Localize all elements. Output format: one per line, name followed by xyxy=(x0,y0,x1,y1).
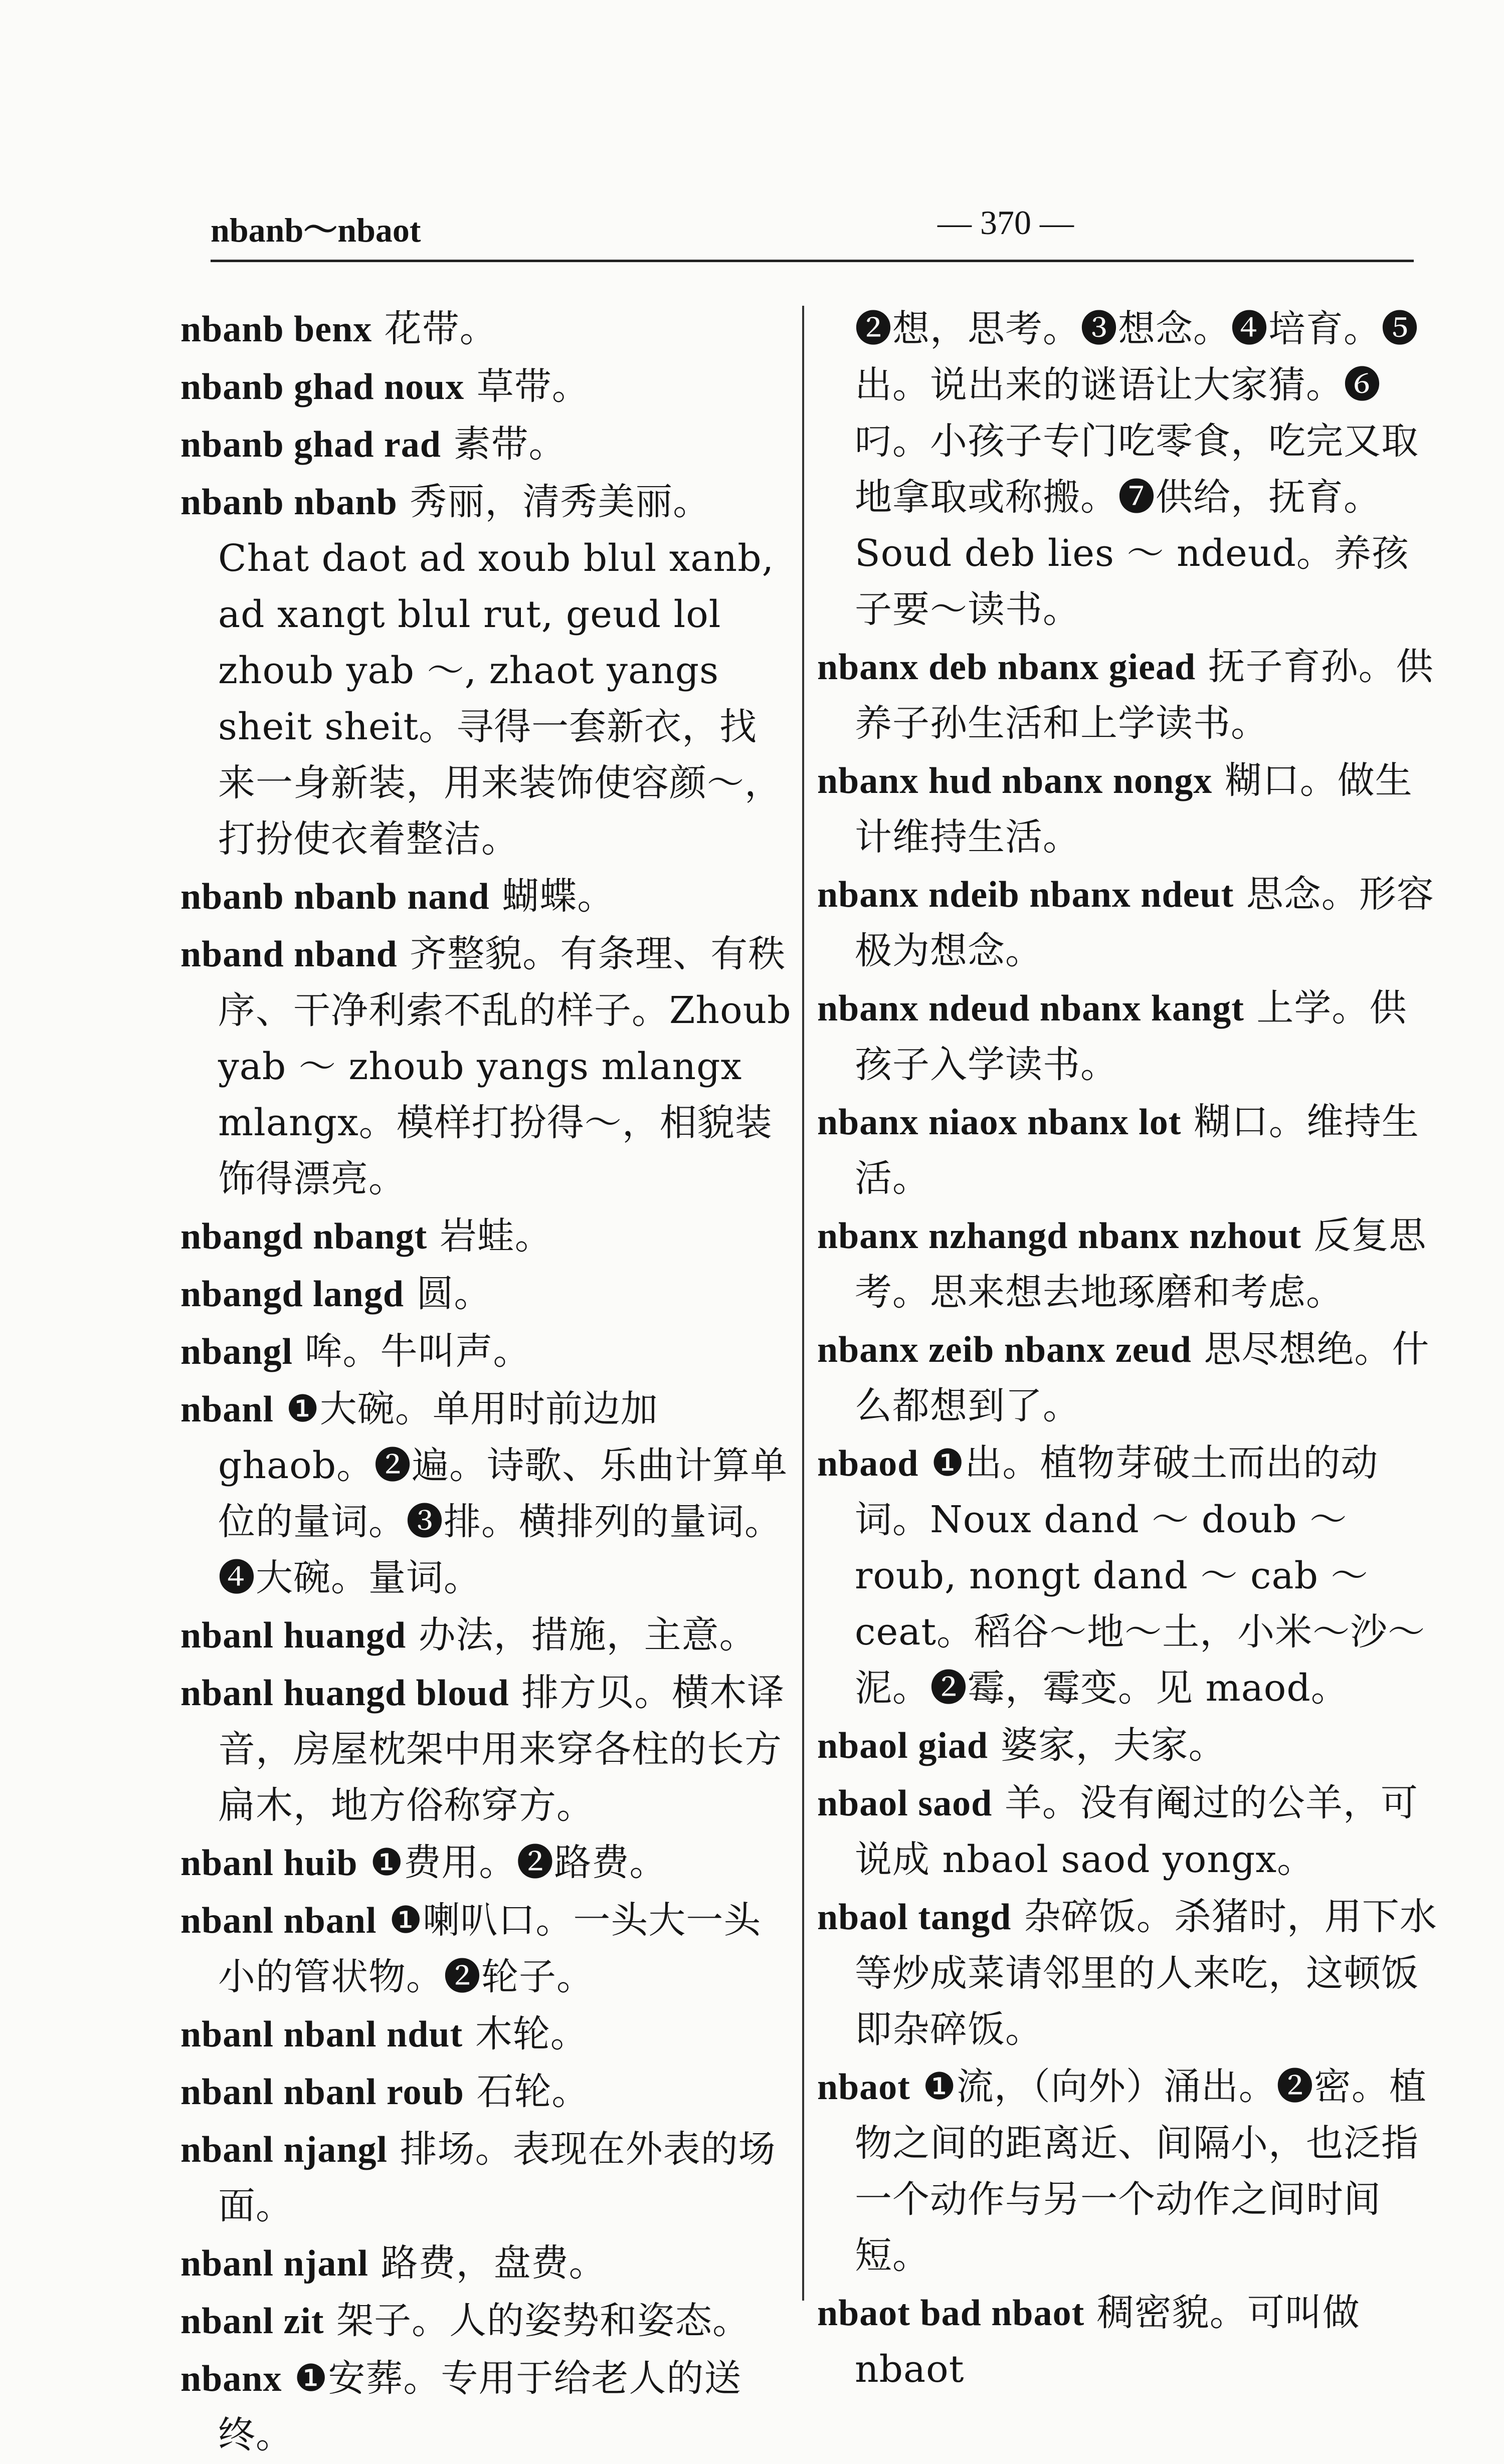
headword: nbangd langd xyxy=(180,1274,404,1315)
header-range: nbanb～nbaot xyxy=(211,211,421,249)
dictionary-entry xyxy=(817,1717,1444,1774)
dictionary-entry xyxy=(817,1094,1444,1206)
definition: 路费，盘费。 xyxy=(368,2241,607,2285)
headword: nbaot xyxy=(817,2067,910,2108)
definition: 思念。形容极为想念。 xyxy=(855,873,1434,972)
headword: nbanl xyxy=(180,1389,274,1430)
definition: ❶费用。❷路费。 xyxy=(357,1841,667,1884)
definition: 婆家，夫家。 xyxy=(988,1724,1226,1767)
dictionary-entry xyxy=(180,1892,792,2005)
definition: ❶安葬。专用于给老人的送终。 xyxy=(218,2357,742,2456)
headword: nbanl nbanl ndut xyxy=(180,2014,463,2055)
dictionary-entry xyxy=(180,1323,792,1380)
dictionary-entry xyxy=(180,1834,792,1891)
definition: ❶出。植物芽破土而出的动词。Noux dand ～ doub ～ roub, nongt dand ～ cab ～ ceat。稻谷～地～土，小米～沙～泥。❷霉，霉变。见 maod。 xyxy=(855,1442,1426,1710)
dictionary-entry xyxy=(817,866,1444,979)
dictionary-entry xyxy=(180,2006,792,2063)
headword: nbanx ndeib nbanx ndeut xyxy=(817,874,1234,915)
dictionary-entry xyxy=(180,358,792,415)
headword: nbanx hud nbanx nongx xyxy=(817,760,1213,801)
definition: 抚子育孙。供养子孙生活和上学读书。 xyxy=(855,645,1434,745)
header-rule xyxy=(211,260,1414,262)
definition: 排场。表现在外表的场面。 xyxy=(218,2128,776,2227)
dictionary-entry xyxy=(180,2293,792,2349)
headword: nbaol giad xyxy=(817,1725,989,1766)
dictionary-entry xyxy=(817,639,1444,751)
headword: nbanb nbanb nand xyxy=(180,876,490,917)
headword: nbangd nbangt xyxy=(180,1216,428,1257)
headword: nbanb ghad rad xyxy=(180,424,441,465)
dictionary-entry xyxy=(817,2059,1444,2284)
definition: 齐整貌。有条理、有秩序、干净利索不乱的样子。Zhoub yab ～ zhoub yangs mlangx mlangx。模样打扮得～，相貌装饰得漂亮。 xyxy=(218,932,792,1200)
headword: nbanx niaox nbanx lot xyxy=(817,1102,1182,1143)
headword: nbaod xyxy=(817,1443,919,1484)
dictionary-entry xyxy=(180,1208,792,1265)
headword: nbanx xyxy=(180,2358,282,2399)
definition: 办法，措施，主意。 xyxy=(406,1613,757,1657)
headword: nbanl huib xyxy=(180,1842,358,1884)
dictionary-entry xyxy=(180,301,792,357)
definition: 哞。牛叫声。 xyxy=(293,1330,531,1373)
definition: 思尽想绝。什么都想到了。 xyxy=(855,1328,1430,1427)
headword: nbanx zeib nbanx zeud xyxy=(817,1329,1192,1370)
definition: 架子。人的姿势和姿态。 xyxy=(324,2299,750,2342)
page-header xyxy=(211,195,1414,251)
dictionary-entry xyxy=(180,1665,792,1833)
dictionary-entry xyxy=(817,1775,1444,1888)
dictionary-entry xyxy=(817,1207,1444,1320)
headword: nbanl njangl xyxy=(180,2129,388,2170)
left-column xyxy=(180,301,792,2464)
definition: 岩蛙。 xyxy=(427,1214,552,1258)
dictionary-entry xyxy=(817,980,1444,1093)
definition: 石轮。 xyxy=(464,2070,590,2113)
definition: 素带。 xyxy=(441,423,567,466)
headword: nbanl huangd xyxy=(180,1615,407,1656)
dictionary-entry xyxy=(817,752,1444,865)
definition: 杂碎饭。杀猪时，用下水等炒成菜请邻里的人来吃，这顿饭即杂碎饭。 xyxy=(855,1895,1437,2051)
dictionary-entry xyxy=(180,2064,792,2120)
dictionary-entry xyxy=(817,1889,1444,2058)
dictionary-entry xyxy=(180,1381,792,1606)
headword: nbanb ghad noux xyxy=(180,366,465,407)
dictionary-entry xyxy=(180,2235,792,2292)
definition: 木轮。 xyxy=(463,2012,588,2056)
definition: 上学。供孩子入学读书。 xyxy=(855,986,1407,1086)
headword: nbanl njanl xyxy=(180,2243,369,2284)
headword: nband nband xyxy=(180,934,398,975)
dictionary-entry xyxy=(180,1266,792,1322)
dictionary-entry xyxy=(180,2121,792,2234)
definition: 花带。 xyxy=(372,307,497,350)
dictionary-entry xyxy=(180,868,792,925)
definition: 稠密貌。可叫做 nbaot xyxy=(855,2291,1360,2391)
headword: nbaol saod xyxy=(817,1783,993,1824)
dictionary-entry xyxy=(180,2350,792,2463)
definition: 糊口。做生计维持生活。 xyxy=(855,759,1413,859)
dictionary-entry xyxy=(817,2285,1444,2397)
column-divider xyxy=(802,306,804,2301)
definition: 羊。没有阉过的公羊，可说成 nbaol saod yongx。 xyxy=(855,1781,1418,1881)
definition: ❶流，（向外）涌出。❷密。植物之间的距离近、间隔小，也泛指一个动作与另一个动作之间时间短。 xyxy=(855,2065,1427,2277)
definition: 草带。 xyxy=(464,365,590,408)
headword: nbanl huangd bloud xyxy=(180,1673,509,1714)
definition: ❶喇叭口。一头大一头小的管状物。❷轮子。 xyxy=(218,1899,762,1998)
definition: 秀丽，清秀美丽。Chat daot ad xoub blul xanb, ad xangt blul rut, geud lol zhoub yab ～, zhaot yangs sheit sheit。寻得一套新衣，找来一身新装，用来装饰使容颜～，打扮使衣着整洁。 xyxy=(218,480,782,861)
headword: nbanl nbanl roub xyxy=(180,2072,464,2113)
headword: nbanb nbanb xyxy=(180,482,398,523)
headword: nbaol tangd xyxy=(817,1897,1012,1938)
page-number: — 370 — xyxy=(937,203,1074,242)
headword: nbangl xyxy=(180,1331,293,1372)
definition: ❶大碗。单用时前边加 ghaob。❷遍。诗歌、乐曲计算单位的量词。❸排。横排列的量词。❹大碗。量词。 xyxy=(218,1387,788,1599)
definition: 糊口。维持生活。 xyxy=(855,1100,1419,1200)
headword: nbanl zit xyxy=(180,2301,324,2342)
headword: nbanx nzhangd nbanx nzhout xyxy=(817,1215,1301,1257)
right-column xyxy=(817,301,1444,2398)
entry-continuation: ❷想，思考。❸想念。❹培育。❺出。说出来的谜语让大家猜。❻叼。小孩子专门吃零食，吃完又取地拿取或称搬。❼供给，抚育。Soud deb lies ～ ndeud。养孩子要～读书。 xyxy=(855,307,1419,631)
headword: nbanx ndeud nbanx kangt xyxy=(817,988,1244,1029)
dictionary-entry xyxy=(180,474,792,867)
dictionary-entry xyxy=(817,1435,1444,1716)
dictionary-entry xyxy=(180,926,792,1207)
headword: nbaot bad nbaot xyxy=(817,2293,1085,2334)
definition: 圆。 xyxy=(404,1272,492,1315)
headword: nbanb benx xyxy=(180,309,372,350)
dictionary-entry xyxy=(180,1607,792,1664)
definition: 反复思考。思来想去地琢磨和考虑。 xyxy=(855,1214,1427,1314)
headword: nbanx deb nbanx giead xyxy=(817,647,1196,688)
definition: 排方贝。横木译音，房屋枕架中用来穿各柱的长方扁木，地方俗称穿方。 xyxy=(218,1671,785,1827)
definition: 蝴蝶。 xyxy=(489,875,615,918)
headword: nbanl nbanl xyxy=(180,1900,377,1941)
dictionary-entry xyxy=(180,416,792,473)
dictionary-entry xyxy=(817,1321,1444,1434)
